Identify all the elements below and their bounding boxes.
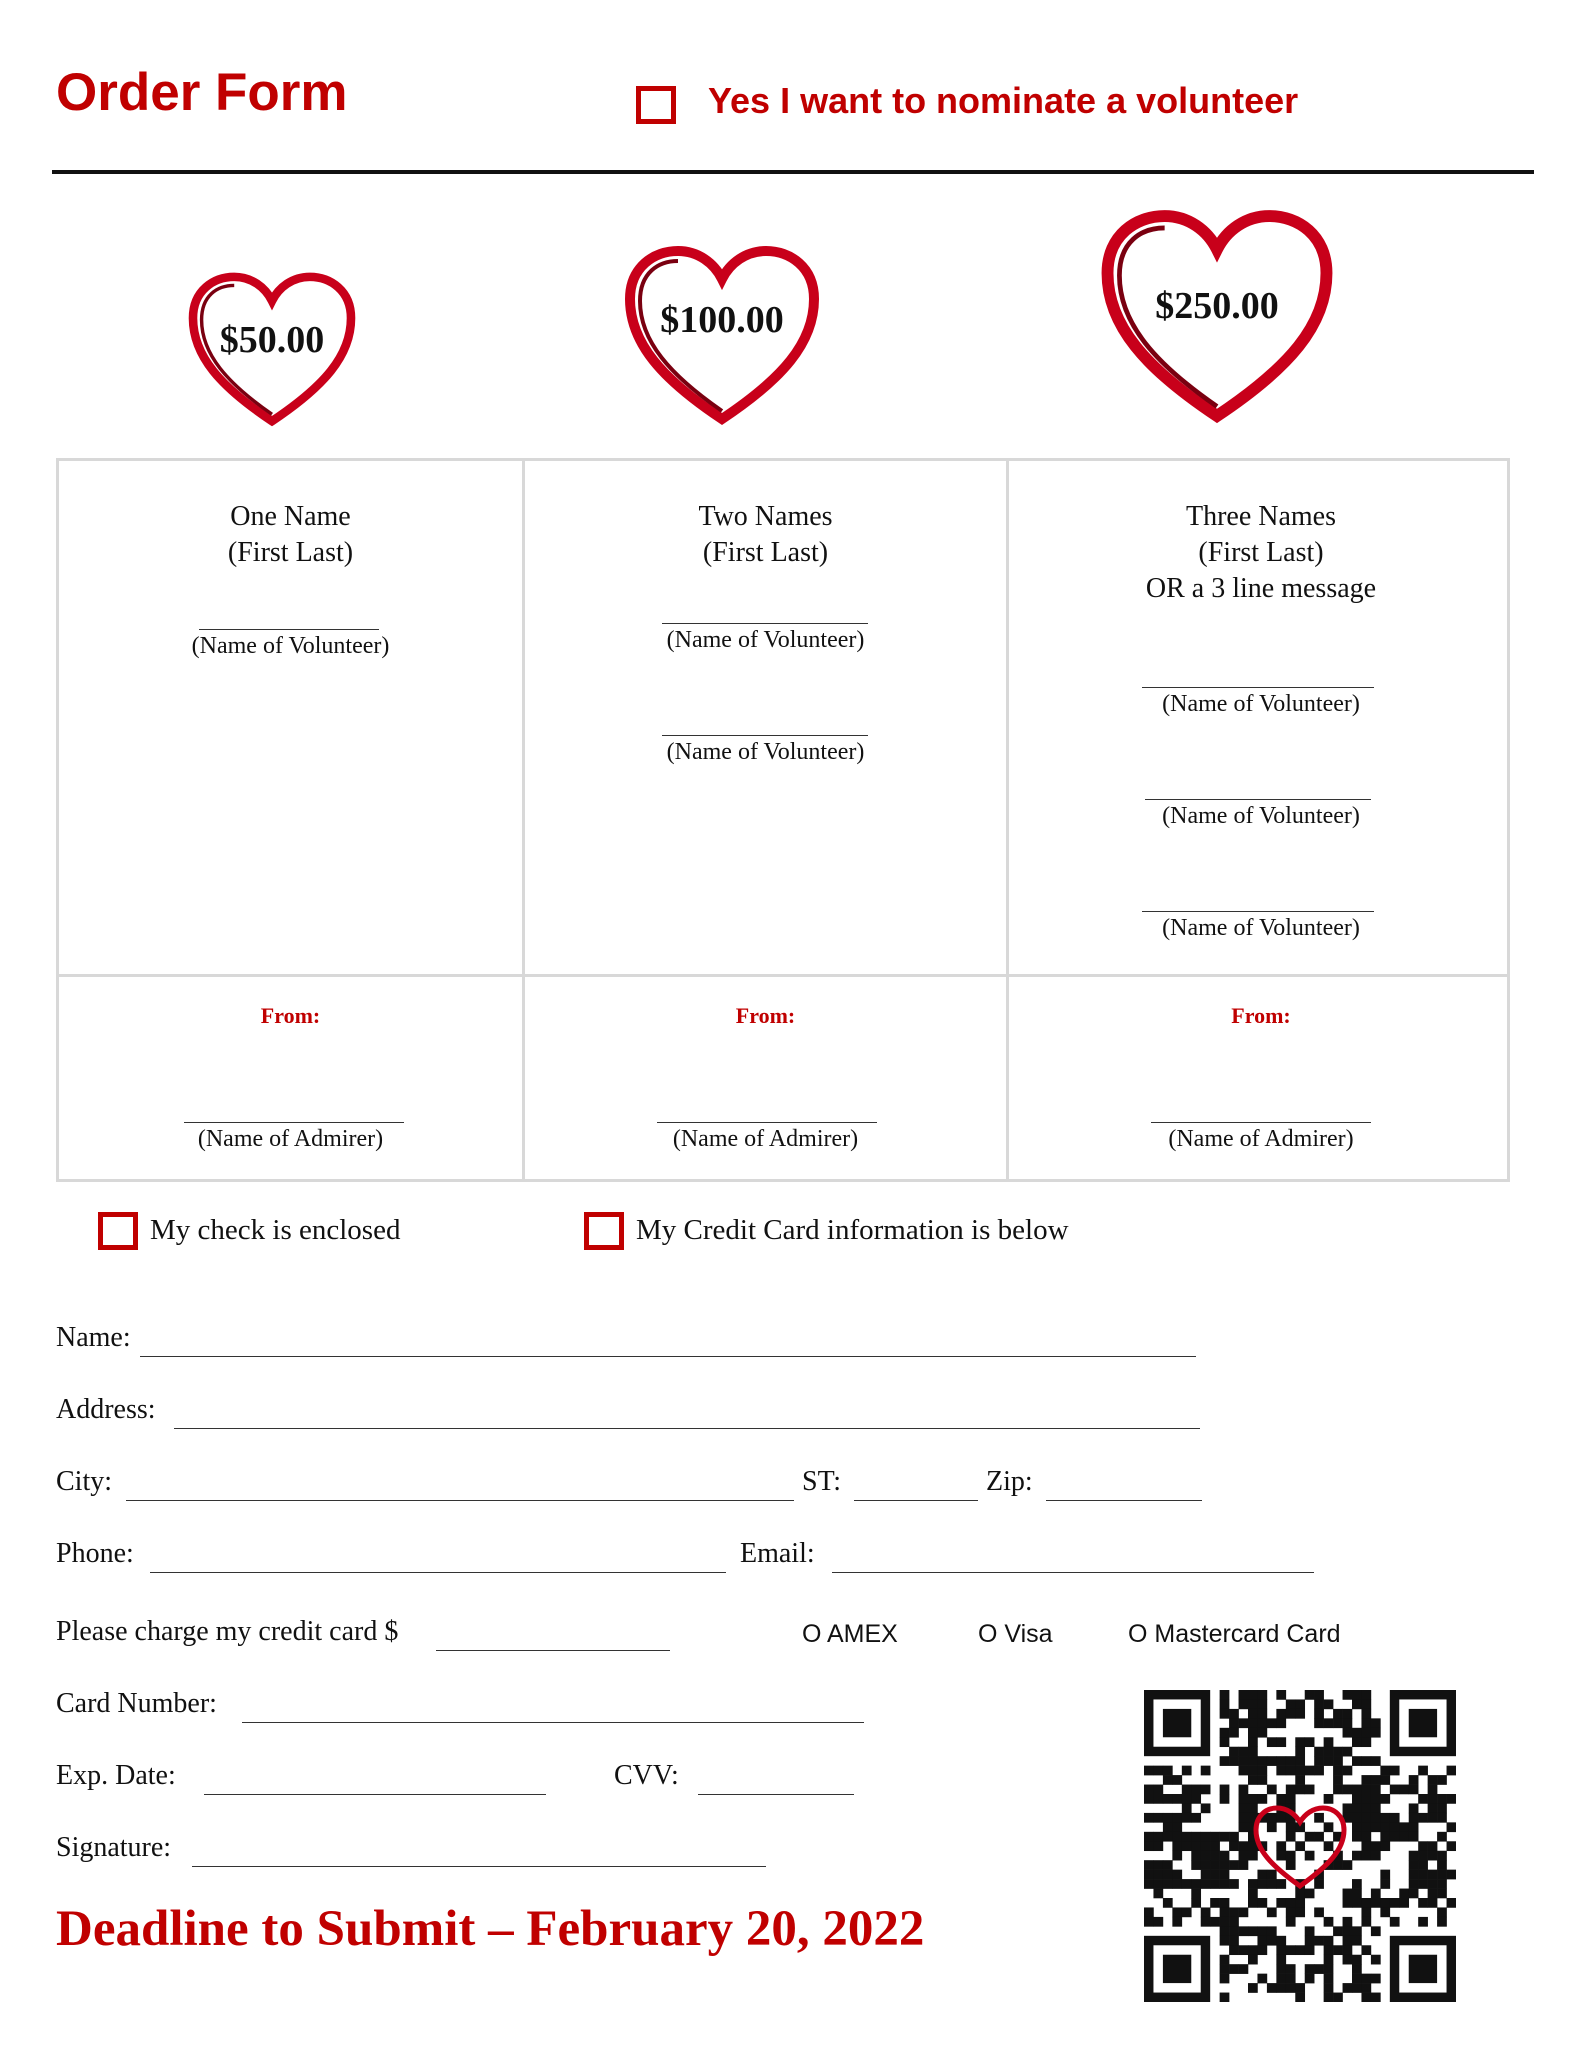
nominate-label: Yes I want to nominate a volunteer (708, 80, 1299, 121)
volunteer-line[interactable] (199, 629, 379, 630)
address-label: Address: (56, 1394, 156, 1425)
signature-label: Signature: (56, 1832, 172, 1863)
volunteer-label: (Name of Volunteer) (1162, 803, 1360, 829)
charge-amount-field[interactable] (436, 1650, 670, 1651)
tier-2-heading: Two Names (First Last) (698, 501, 833, 568)
card-number-label: Card Number: (56, 1688, 217, 1719)
card-number-field[interactable] (242, 1722, 864, 1723)
from-label: From: (260, 1003, 321, 1028)
city-field[interactable] (126, 1500, 794, 1501)
from-label: From: (1231, 1003, 1291, 1028)
email-label: Email: (740, 1538, 815, 1569)
exp-date-field[interactable] (204, 1794, 546, 1795)
admirer-label: (Name of Admirer) (672, 1126, 859, 1152)
volunteer-line[interactable] (662, 735, 868, 736)
state-field[interactable] (854, 1500, 978, 1501)
admirer-line[interactable] (184, 1122, 404, 1123)
visa-option[interactable]: O Visa (978, 1620, 1053, 1648)
nominate-checkbox[interactable] (636, 86, 676, 124)
table-divider (59, 974, 1507, 977)
phone-label: Phone: (56, 1538, 134, 1569)
heart-50 (186, 270, 358, 428)
volunteer-label: (Name of Volunteer) (1162, 915, 1360, 941)
volunteer-label: (Name of Volunteer) (666, 739, 865, 765)
zip-label: Zip: (986, 1466, 1033, 1497)
signature-field[interactable] (192, 1866, 766, 1867)
volunteer-line[interactable] (1142, 687, 1374, 688)
heart-100 (622, 242, 822, 428)
phone-field[interactable] (150, 1572, 726, 1573)
header-divider (52, 170, 1534, 174)
tier-1-heading: One Name (First Last) (227, 501, 354, 568)
credit-card-checkbox[interactable] (584, 1212, 624, 1250)
price-250: $250.00 (1155, 285, 1279, 327)
tier-3-heading: Three Names (First Last) OR a 3 line message (1145, 501, 1377, 604)
page-title: Order Form (56, 63, 348, 122)
credit-card-label: My Credit Card information is below (636, 1214, 1069, 1246)
state-label: ST: (802, 1466, 842, 1497)
check-enclosed-label: My check is enclosed (150, 1214, 401, 1246)
admirer-label: (Name of Admirer) (1168, 1126, 1354, 1152)
name-label: Name: (56, 1322, 131, 1353)
name-field[interactable] (140, 1356, 1196, 1357)
admirer-line[interactable] (1151, 1122, 1371, 1123)
volunteer-line[interactable] (662, 623, 868, 624)
price-50: $50.00 (219, 319, 325, 361)
mastercard-option[interactable]: O Mastercard Card (1128, 1620, 1341, 1648)
exp-date-label: Exp. Date: (56, 1760, 176, 1791)
amex-option[interactable]: O AMEX (802, 1620, 898, 1648)
volunteer-line[interactable] (1145, 799, 1371, 800)
admirer-label: (Name of Admirer) (197, 1126, 384, 1152)
cvv-field[interactable] (698, 1794, 854, 1795)
heart-250 (1098, 204, 1336, 428)
charge-label: Please charge my credit card $ (56, 1616, 399, 1647)
zip-field[interactable] (1046, 1500, 1202, 1501)
city-label: City: (56, 1466, 113, 1497)
volunteer-label: (Name of Volunteer) (666, 627, 865, 653)
cvv-label: CVV: (614, 1760, 679, 1791)
volunteer-label: (Name of Volunteer) (191, 633, 390, 659)
admirer-line[interactable] (657, 1122, 877, 1123)
qr-code-icon (1144, 1690, 1456, 2002)
from-label: From: (735, 1003, 796, 1028)
email-field[interactable] (832, 1572, 1314, 1573)
price-100: $100.00 (660, 299, 784, 341)
order-table (56, 458, 1510, 1182)
volunteer-line[interactable] (1142, 911, 1374, 912)
address-field[interactable] (174, 1428, 1200, 1429)
check-enclosed-checkbox[interactable] (98, 1212, 138, 1250)
qr-code[interactable] (1144, 1690, 1456, 2002)
deadline-text: Deadline to Submit – February 20, 2022 (56, 1901, 925, 1957)
volunteer-label: (Name of Volunteer) (1162, 691, 1360, 717)
